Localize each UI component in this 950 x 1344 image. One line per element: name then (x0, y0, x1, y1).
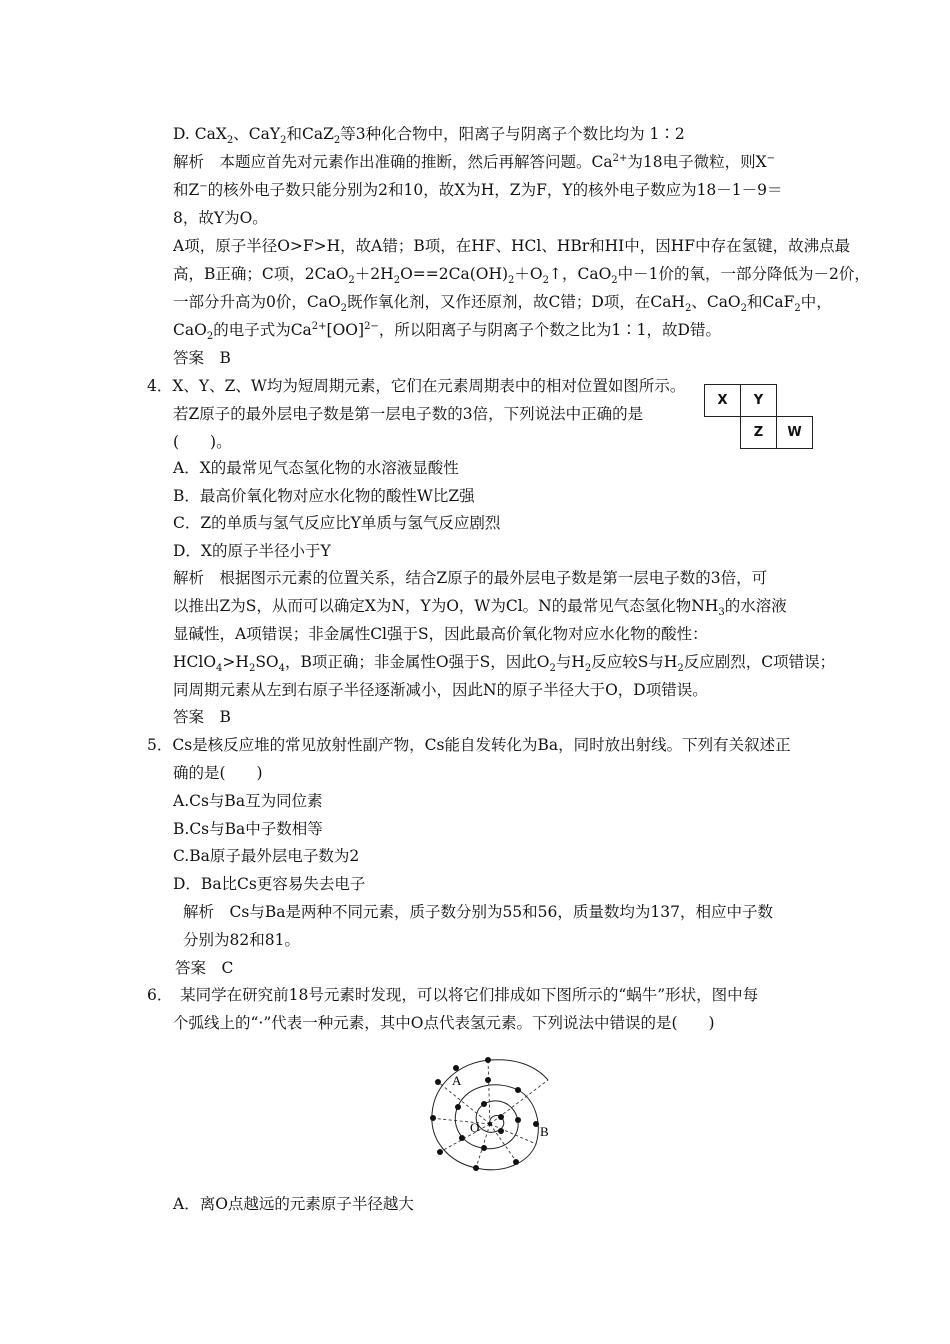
q3-analysis-line: 解析 本题应首先对元素作出准确的推断，然后再解答问题。$Ca^{2+}$为18电子微粒，则X− (173, 152, 776, 171)
q5-option-d: D．Ba比Cs更容易失去电子 (173, 875, 366, 893)
q5-option-b: B.Cs与Ba中子数相等 (173, 820, 323, 838)
q4-analysis-line: 解析 根据图示元素的位置关系，结合Z原子的最外层电子数是第一层电子数的3倍，可 (173, 569, 768, 587)
q3-analysis-line: 和Z−的核外电子数只能分别为2和10，故X为H，Z为F，Y的核外电子数应为18－1－9＝ (173, 180, 783, 199)
q4-option-d: D．X的原子半径小于Y (173, 542, 331, 560)
q3-answer: 答案 B (173, 349, 231, 367)
q4-option-c: C．Z的单质与氢气反应比Y单质与氢气反应剧烈 (173, 514, 501, 532)
q4-stem-line: ( )。 (173, 433, 232, 451)
q4-analysis-line: 以推出Z为S，从而可以确定X为N，Y为O，W为Cl。N的最常见气态氢化物$NH_3$的水溶液 (173, 597, 787, 619)
q4-option-b: B．最高价氧化物对应水化物的酸性W比Z强 (173, 487, 475, 505)
q4-analysis-line: $HClO_4>H_2SO_4$，B项正确；非金属性O强于S，因此$O_2$与$H_2$反应较S与$H_2$反应剧烈，C项错误； (173, 653, 836, 675)
q5-option-a: A.Cs与Ba互为同位素 (173, 792, 323, 810)
cell-y: Y (740, 384, 777, 417)
label-o: O (470, 1120, 480, 1135)
q5-answer: 答案 C (175, 959, 234, 977)
q3-analysis-line: 一部分升高为0价，CaO$_2$既作氧化剂，又作还原剂，故C错；D项，在CaH$_2$、CaO$_2$和CaF$_2$中， (173, 293, 832, 315)
cell-z: Z (740, 416, 777, 449)
q4-option-a: A．X的最常见气态氢化物的水溶液显酸性 (173, 459, 459, 477)
q6-stem-line: 6． 某同学在研究前18号元素时发现，可以将它们排成如下图所示的“蜗牛”形状，图中每 (147, 986, 759, 1004)
cell-w: W (776, 416, 813, 449)
q6-option-a: A．离O点越远的元素原子半径越大 (173, 1195, 414, 1213)
q5-stem-line: 确的是( ) (173, 764, 263, 782)
label-b: B (540, 1124, 549, 1139)
q4-stem-line: 4．X、Y、Z、W均为短周期元素，它们在元素周期表中的相对位置如图所示。 (147, 377, 686, 395)
q4-answer: 答案 B (173, 708, 231, 726)
q3-option-d: D. CaX$_2$、CaY$_2$和CaZ$_2$等3种化合物中，阳离子与阴离子个数比均为 1∶2 (173, 125, 685, 147)
q3-analysis-line: 高，B正确；C项，$2CaO_2+2H_2O==2Ca(OH)_2+O_2↑$，CaO$_2$中－1价的氧，一部分降低为－2价， (173, 265, 870, 287)
q5-analysis-line: 分别为82和81。 (183, 931, 300, 949)
q3-analysis-line: CaO$_2$的电子式为$Ca^{2+}[OO]^{2-}$，所以阳离子与阴离子个数之比为1∶1，故D错。 (173, 320, 721, 343)
q4-stem-line: 若Z原子的最外层电子数是第一层电子数的3倍，下列说法中正确的是 (173, 405, 644, 423)
q6-stem-line: 个弧线上的“·”代表一种元素，其中O点代表氢元素。下列说法中错误的是( ) (173, 1014, 715, 1032)
q3-analysis-line: A项，原子半径O>F>H，故A错；B项，在HF、HCl、HBr和HI中，因HF中存在氢键，故沸点最 (173, 237, 851, 255)
snail-spiral-figure (400, 1040, 600, 1180)
cell-x: X (704, 384, 741, 417)
q3-analysis-line: 8，故Y为O。 (173, 209, 268, 227)
q4-analysis-line: 同周期元素从左到右原子半径逐渐减小，因此N的原子半径大于O，D项错误。 (173, 681, 708, 699)
q5-stem-line: 5．Cs是核反应堆的常见放射性副产物，Cs能自发转化为Ba，同时放出射线。下列有关叙述正 (147, 736, 791, 754)
label-a: A (452, 1073, 462, 1088)
q5-option-c: C.Ba原子最外层电子数为2 (173, 847, 360, 865)
q4-analysis-line: 显碱性，A项错误；非金属性Cl强于S，因此最高价氧化物对应水化物的酸性： (173, 625, 708, 643)
q5-analysis-line: 解析 Cs与Ba是两种不同元素，质子数分别为55和56，质量数均为137，相应中子数 (183, 903, 773, 921)
